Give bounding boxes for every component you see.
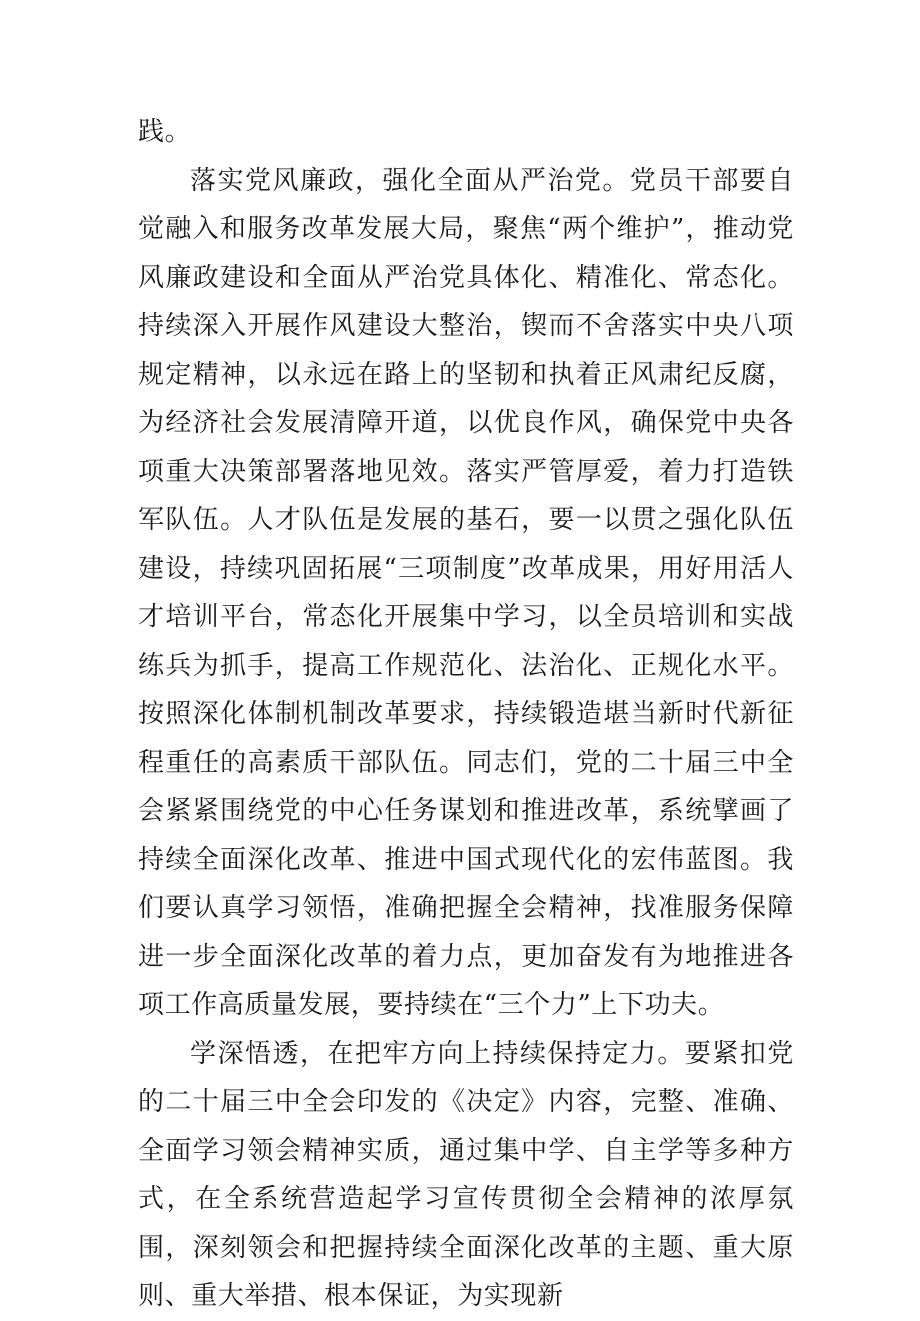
document-page (138, 108, 794, 1321)
paragraph-continuation: 践。 (138, 117, 192, 147)
paragraph-study-deeply: 学深悟透，在把牢方向上持续保持定力。要紧扣党的二十届三中全会印发的《决定》内容，完整、准确、全面学习领会精神实质，通过集中学、自主学等多种方式，在全系统营造起学习宣传贯彻全会精神的浓厚氛围，深刻领会和把握持续全面深化改革的主题、重大原则、重大举措、根本保证，为实现新 (138, 1038, 794, 1311)
paragraph-party-conduct: 落实党风廉政，强化全面从严治党。党员干部要自觉融入和服务改革发展大局，聚焦“两个维护”，推动党风廉政建设和全面从严治党具体化、精准化、常态化。持续深入开展作风建设大整治，锲而不舍落实中央八项规定精神，以永远在路上的坚韧和执着正风肃纪反腐，为经济社会发展清障开道，以优良作风，确保党中央各项重大决策部署落地见效。落实严管厚爱，着力打造铁军队伍。人才队伍是发展的基石，要一以贯之强化队伍建设，持续巩固拓展“三项制度”改革成果，用好用活人才培训平台，常态化开展集中学习，以全员培训和实战练兵为抓手，提高工作规范化、法治化、正规化水平。按照深化体制机制改革要求，持续锻造堪当新时代新征程重任的高素质干部队伍。同志们，党的二十届三中全会紧紧围绕党的中心任务谋划和推进改革，系统擘画了持续全面深化改革、推进中国式现代化的宏伟蓝图。我们要认真学习领悟，准确把握全会精神，找准服务保障进一步全面深化改革的着力点，更加奋发有为地推进各项工作高质量发展，要持续在“三个力”上下功夫。 (138, 165, 794, 1020)
